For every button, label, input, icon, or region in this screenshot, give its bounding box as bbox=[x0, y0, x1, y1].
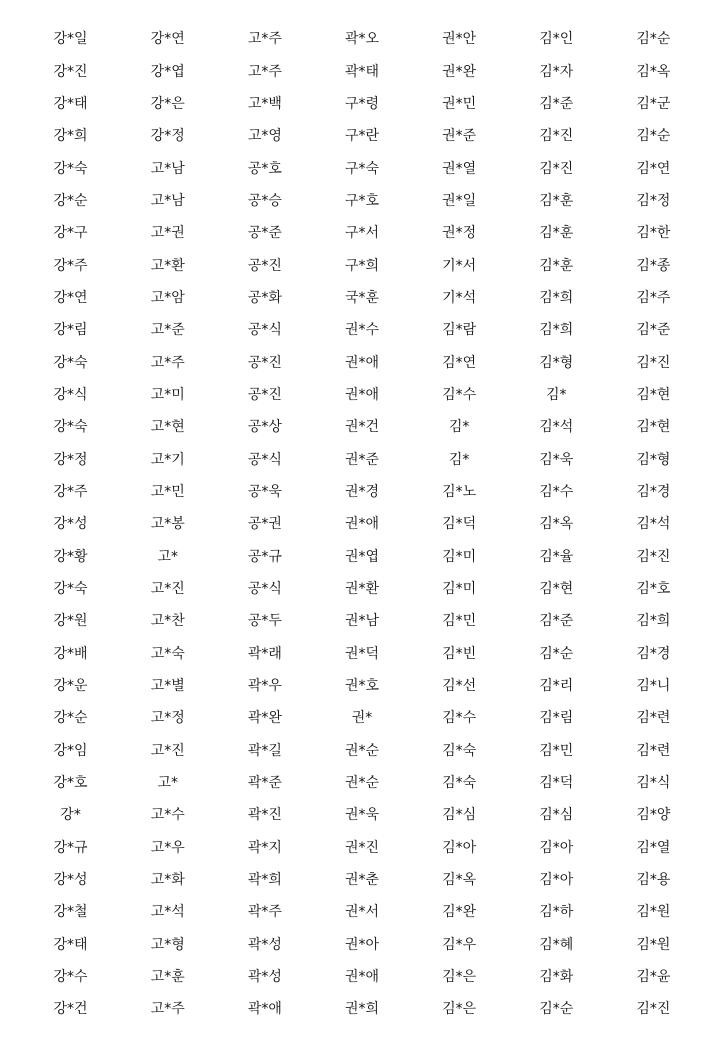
name-row bbox=[22, 831, 702, 863]
name-cell: 강*성 bbox=[53, 516, 88, 533]
name-cell: 강*건 bbox=[53, 1001, 88, 1018]
name-cell: 고*준 bbox=[150, 322, 185, 339]
name-cell: 곽*지 bbox=[247, 839, 282, 856]
name-cell: 김*훈 bbox=[539, 257, 574, 274]
name-cell: 고*현 bbox=[150, 419, 185, 436]
name-cell: 공*상 bbox=[247, 419, 282, 436]
name-cell: 공*진 bbox=[247, 257, 282, 274]
name-cell: 김*훈 bbox=[539, 225, 574, 242]
name-cell: 강*태 bbox=[53, 95, 88, 112]
name-cell: 권*춘 bbox=[344, 872, 380, 889]
name-cell: 김*욱 bbox=[539, 451, 574, 468]
name-cell: 강*연 bbox=[53, 289, 88, 306]
name-cell: 강*주 bbox=[53, 257, 88, 274]
name-cell: 고* bbox=[157, 548, 178, 565]
name-cell: 고*백 bbox=[247, 95, 282, 112]
name-cell: 권*일 bbox=[442, 192, 477, 209]
name-cell: 고*영 bbox=[247, 128, 282, 145]
name-cell: 김*현 bbox=[636, 419, 671, 436]
name-row bbox=[22, 928, 702, 960]
name-cell: 고*찬 bbox=[150, 613, 185, 630]
name-cell: 김*준 bbox=[636, 322, 671, 339]
name-cell: 권*호 bbox=[344, 678, 380, 695]
name-cell: 곽*래 bbox=[247, 645, 282, 662]
name-cell: 권*애 bbox=[344, 386, 380, 403]
name-cell: 김*진 bbox=[539, 160, 574, 177]
name-cell: 김*준 bbox=[539, 95, 574, 112]
name-cell: 고*화 bbox=[150, 872, 185, 889]
name-cell: 공*호 bbox=[247, 160, 282, 177]
name-cell: 김*림 bbox=[539, 710, 574, 727]
name-cell: 김*은 bbox=[442, 969, 477, 986]
name-cell: 강*림 bbox=[53, 322, 88, 339]
name-row bbox=[22, 378, 702, 410]
name-cell: 김*덕 bbox=[539, 775, 574, 792]
name-row bbox=[22, 701, 702, 733]
name-cell: 김*완 bbox=[442, 904, 477, 921]
name-cell: 기*석 bbox=[442, 289, 477, 306]
name-cell: 김*빈 bbox=[442, 645, 477, 662]
name-cell: 김*한 bbox=[636, 225, 671, 242]
name-cell: 고*숙 bbox=[150, 645, 185, 662]
name-cell: 강*식 bbox=[53, 386, 88, 403]
name-cell: 김*진 bbox=[539, 128, 574, 145]
name-cell: 공*두 bbox=[247, 613, 282, 630]
name-cell: 강*임 bbox=[53, 742, 88, 759]
name-cell: 곽*희 bbox=[247, 872, 282, 889]
name-row bbox=[22, 216, 702, 248]
name-cell: 김*준 bbox=[539, 613, 574, 630]
name-cell: 공*식 bbox=[247, 451, 282, 468]
masked-name-table bbox=[22, 22, 702, 1025]
name-cell: 강*성 bbox=[53, 872, 88, 889]
name-row bbox=[22, 475, 702, 507]
name-row bbox=[22, 960, 702, 992]
name-cell: 김*희 bbox=[636, 613, 671, 630]
name-cell: 곽*애 bbox=[247, 1001, 282, 1018]
name-cell: 권* bbox=[351, 710, 373, 727]
name-cell: 김*정 bbox=[636, 192, 671, 209]
name-cell: 김*경 bbox=[636, 645, 671, 662]
name-row bbox=[22, 604, 702, 636]
name-cell: 권*열 bbox=[442, 160, 477, 177]
name-cell: 김*리 bbox=[539, 678, 574, 695]
name-cell: 김*형 bbox=[636, 451, 671, 468]
name-cell: 강*정 bbox=[53, 451, 88, 468]
name-cell: 고*봉 bbox=[150, 516, 185, 533]
name-cell: 고*남 bbox=[150, 192, 185, 209]
name-cell: 고*주 bbox=[150, 1001, 185, 1018]
name-cell: 김*민 bbox=[539, 742, 574, 759]
name-row bbox=[22, 87, 702, 119]
name-row bbox=[22, 22, 702, 54]
name-cell: 김*니 bbox=[636, 678, 671, 695]
name-row bbox=[22, 507, 702, 539]
name-cell: 권*아 bbox=[344, 936, 380, 953]
name-cell: 김* bbox=[546, 386, 567, 403]
name-cell: 고*진 bbox=[150, 581, 185, 598]
name-cell: 공*진 bbox=[247, 354, 282, 371]
name-cell: 강*구 bbox=[53, 225, 88, 242]
name-cell: 곽*오 bbox=[344, 31, 380, 48]
name-cell: 김*순 bbox=[539, 1001, 574, 1018]
name-cell: 곽*완 bbox=[247, 710, 282, 727]
name-cell: 공*욱 bbox=[247, 483, 282, 500]
name-row bbox=[22, 766, 702, 798]
name-row bbox=[22, 540, 702, 572]
name-cell: 공*식 bbox=[247, 322, 282, 339]
name-cell: 김*인 bbox=[539, 31, 574, 48]
name-row bbox=[22, 248, 702, 280]
name-cell: 권*준 bbox=[344, 451, 380, 468]
name-cell: 고*별 bbox=[150, 678, 185, 695]
name-cell: 김*아 bbox=[539, 872, 574, 889]
name-cell: 권*환 bbox=[344, 581, 380, 598]
name-cell: 강*황 bbox=[53, 548, 88, 565]
name-cell: 고*암 bbox=[150, 289, 185, 306]
name-cell: 강*엽 bbox=[150, 63, 185, 80]
name-cell: 강*숙 bbox=[53, 354, 88, 371]
name-row bbox=[22, 895, 702, 927]
name-cell: 강*호 bbox=[53, 775, 88, 792]
name-cell: 권*엽 bbox=[344, 548, 380, 565]
name-cell: 김*미 bbox=[442, 581, 477, 598]
name-cell: 권*건 bbox=[344, 419, 380, 436]
name-cell: 권*서 bbox=[344, 904, 380, 921]
name-cell: 강*연 bbox=[150, 31, 185, 48]
name-row bbox=[22, 151, 702, 183]
name-row bbox=[22, 313, 702, 345]
name-cell: 김*하 bbox=[539, 904, 574, 921]
name-cell: 강*태 bbox=[53, 936, 88, 953]
name-cell: 김*람 bbox=[442, 322, 477, 339]
name-cell: 김*형 bbox=[539, 354, 574, 371]
name-row bbox=[22, 442, 702, 474]
name-cell: 김*옥 bbox=[636, 63, 671, 80]
name-cell: 강*은 bbox=[150, 95, 185, 112]
name-cell: 김*숙 bbox=[442, 742, 477, 759]
name-row bbox=[22, 54, 702, 86]
name-cell: 김*덕 bbox=[442, 516, 477, 533]
name-cell: 고*진 bbox=[150, 742, 185, 759]
name-cell: 김*종 bbox=[636, 257, 671, 274]
name-cell: 구*호 bbox=[344, 192, 380, 209]
name-cell: 권*덕 bbox=[344, 645, 380, 662]
name-cell: 김*아 bbox=[539, 839, 574, 856]
name-cell: 곽*우 bbox=[247, 678, 282, 695]
name-cell: 김*양 bbox=[636, 807, 671, 824]
name-cell: 권*정 bbox=[442, 225, 477, 242]
name-cell: 권*경 bbox=[344, 483, 380, 500]
name-cell: 고*석 bbox=[150, 904, 185, 921]
name-cell: 공*진 bbox=[247, 386, 282, 403]
name-cell: 공*준 bbox=[247, 225, 282, 242]
name-cell: 김*진 bbox=[636, 548, 671, 565]
name-cell: 김* bbox=[448, 451, 470, 468]
name-cell: 구*희 bbox=[344, 257, 380, 274]
name-cell: 김*심 bbox=[539, 807, 574, 824]
name-cell: 김*수 bbox=[442, 710, 477, 727]
name-cell: 고*미 bbox=[150, 386, 185, 403]
name-cell: 권*남 bbox=[344, 613, 380, 630]
name-cell: 강*배 bbox=[53, 645, 88, 662]
name-cell: 김*선 bbox=[442, 678, 477, 695]
name-cell: 고*주 bbox=[247, 31, 282, 48]
name-cell: 고*훈 bbox=[150, 969, 185, 986]
name-cell: 김*혜 bbox=[539, 936, 574, 953]
name-cell: 고*주 bbox=[247, 63, 282, 80]
name-cell: 고*우 bbox=[150, 839, 185, 856]
name-cell: 김*주 bbox=[636, 289, 671, 306]
name-cell: 공*권 bbox=[247, 516, 282, 533]
name-cell: 김*호 bbox=[636, 581, 671, 598]
name-cell: 기*서 bbox=[442, 257, 477, 274]
name-cell: 김*용 bbox=[636, 872, 671, 889]
name-cell: 김*연 bbox=[636, 160, 671, 177]
name-row bbox=[22, 345, 702, 377]
name-cell: 김*수 bbox=[442, 386, 477, 403]
name-cell: 김*은 bbox=[442, 1001, 477, 1018]
name-cell: 고*민 bbox=[150, 483, 185, 500]
name-cell: 김*련 bbox=[636, 742, 671, 759]
name-cell: 김*경 bbox=[636, 483, 671, 500]
name-cell: 김*순 bbox=[636, 31, 671, 48]
name-cell: 김*순 bbox=[636, 128, 671, 145]
name-cell: 강*수 bbox=[53, 969, 88, 986]
name-row bbox=[22, 637, 702, 669]
name-cell: 김*식 bbox=[636, 775, 671, 792]
name-cell: 강*진 bbox=[53, 63, 88, 80]
name-cell: 김*군 bbox=[636, 95, 671, 112]
name-cell: 김*석 bbox=[539, 419, 574, 436]
name-cell: 김*화 bbox=[539, 969, 574, 986]
name-row bbox=[22, 572, 702, 604]
name-cell: 곽*진 bbox=[247, 807, 282, 824]
name-row bbox=[22, 281, 702, 313]
name-cell: 김* bbox=[448, 419, 470, 436]
name-cell: 김*심 bbox=[442, 807, 477, 824]
name-cell: 권*안 bbox=[442, 31, 477, 48]
name-cell: 김*우 bbox=[442, 936, 477, 953]
name-cell: 김*율 bbox=[539, 548, 574, 565]
name-cell: 공*승 bbox=[247, 192, 282, 209]
name-cell: 김*원 bbox=[636, 936, 671, 953]
name-cell: 곽*성 bbox=[247, 936, 282, 953]
name-cell: 고*권 bbox=[150, 225, 185, 242]
name-cell: 권*순 bbox=[344, 742, 380, 759]
name-cell: 강*순 bbox=[53, 710, 88, 727]
name-cell: 강*운 bbox=[53, 678, 88, 695]
name-cell: 김*열 bbox=[636, 839, 671, 856]
name-cell: 강*숙 bbox=[53, 419, 88, 436]
name-row bbox=[22, 184, 702, 216]
name-cell: 구*령 bbox=[344, 95, 380, 112]
name-cell: 고*형 bbox=[150, 936, 185, 953]
name-cell: 김*현 bbox=[636, 386, 671, 403]
name-cell: 강*숙 bbox=[53, 160, 88, 177]
name-cell: 고*주 bbox=[150, 354, 185, 371]
name-cell: 강*철 bbox=[53, 904, 88, 921]
name-cell: 강*일 bbox=[53, 31, 88, 48]
name-cell: 김*미 bbox=[442, 548, 477, 565]
name-cell: 구*서 bbox=[344, 225, 380, 242]
name-cell: 권*애 bbox=[344, 516, 380, 533]
name-cell: 강*숙 bbox=[53, 581, 88, 598]
name-cell: 김*원 bbox=[636, 904, 671, 921]
name-cell: 김*희 bbox=[539, 289, 574, 306]
name-cell: 김*진 bbox=[636, 354, 671, 371]
name-cell: 고* bbox=[157, 775, 178, 792]
name-cell: 김*노 bbox=[442, 483, 477, 500]
name-cell: 김*수 bbox=[539, 483, 574, 500]
name-cell: 강*규 bbox=[53, 839, 88, 856]
name-cell: 강*순 bbox=[53, 192, 88, 209]
name-cell: 강*정 bbox=[150, 128, 185, 145]
name-cell: 권*준 bbox=[442, 128, 477, 145]
name-table-body bbox=[22, 22, 702, 1025]
name-cell: 권*민 bbox=[442, 95, 477, 112]
name-cell: 권*진 bbox=[344, 839, 380, 856]
name-cell: 김*숙 bbox=[442, 775, 477, 792]
name-row bbox=[22, 410, 702, 442]
name-cell: 강*희 bbox=[53, 128, 88, 145]
name-cell: 강*원 bbox=[53, 613, 88, 630]
name-cell: 고*남 bbox=[150, 160, 185, 177]
name-cell: 김*옥 bbox=[442, 872, 477, 889]
name-row bbox=[22, 669, 702, 701]
name-cell: 김*순 bbox=[539, 645, 574, 662]
name-cell: 곽*길 bbox=[247, 742, 282, 759]
name-row bbox=[22, 734, 702, 766]
name-cell: 권*욱 bbox=[344, 807, 380, 824]
name-cell: 김*연 bbox=[442, 354, 477, 371]
name-cell: 공*식 bbox=[247, 581, 282, 598]
name-cell: 김*현 bbox=[539, 581, 574, 598]
name-cell: 고*정 bbox=[150, 710, 185, 727]
name-cell: 김*진 bbox=[636, 1001, 671, 1018]
name-cell: 권*애 bbox=[344, 354, 380, 371]
name-cell: 고*환 bbox=[150, 257, 185, 274]
name-cell: 김*희 bbox=[539, 322, 574, 339]
name-cell: 강* bbox=[60, 807, 81, 824]
name-cell: 권*수 bbox=[344, 322, 380, 339]
name-row bbox=[22, 798, 702, 830]
name-row bbox=[22, 992, 702, 1024]
name-cell: 김*옥 bbox=[539, 516, 574, 533]
name-cell: 고*수 bbox=[150, 807, 185, 824]
name-cell: 김*석 bbox=[636, 516, 671, 533]
name-cell: 공*규 bbox=[247, 548, 282, 565]
name-cell: 곽*준 bbox=[247, 775, 282, 792]
name-row bbox=[22, 119, 702, 151]
name-cell: 곽*태 bbox=[344, 63, 380, 80]
name-cell: 김*윤 bbox=[636, 969, 671, 986]
name-cell: 김*자 bbox=[539, 63, 574, 80]
name-cell: 곽*주 bbox=[247, 904, 282, 921]
name-cell: 권*애 bbox=[344, 969, 380, 986]
name-cell: 공*화 bbox=[247, 289, 282, 306]
name-cell: 권*완 bbox=[442, 63, 477, 80]
name-row bbox=[22, 863, 702, 895]
name-cell: 구*숙 bbox=[344, 160, 380, 177]
name-cell: 김*훈 bbox=[539, 192, 574, 209]
name-cell: 권*희 bbox=[344, 1001, 380, 1018]
name-cell: 국*훈 bbox=[344, 289, 380, 306]
name-cell: 김*아 bbox=[442, 839, 477, 856]
name-cell: 강*주 bbox=[53, 483, 88, 500]
name-cell: 권*순 bbox=[344, 775, 380, 792]
name-cell: 곽*성 bbox=[247, 969, 282, 986]
name-cell: 구*란 bbox=[344, 128, 380, 145]
name-cell: 김*민 bbox=[442, 613, 477, 630]
name-cell: 고*기 bbox=[150, 451, 185, 468]
name-cell: 김*련 bbox=[636, 710, 671, 727]
